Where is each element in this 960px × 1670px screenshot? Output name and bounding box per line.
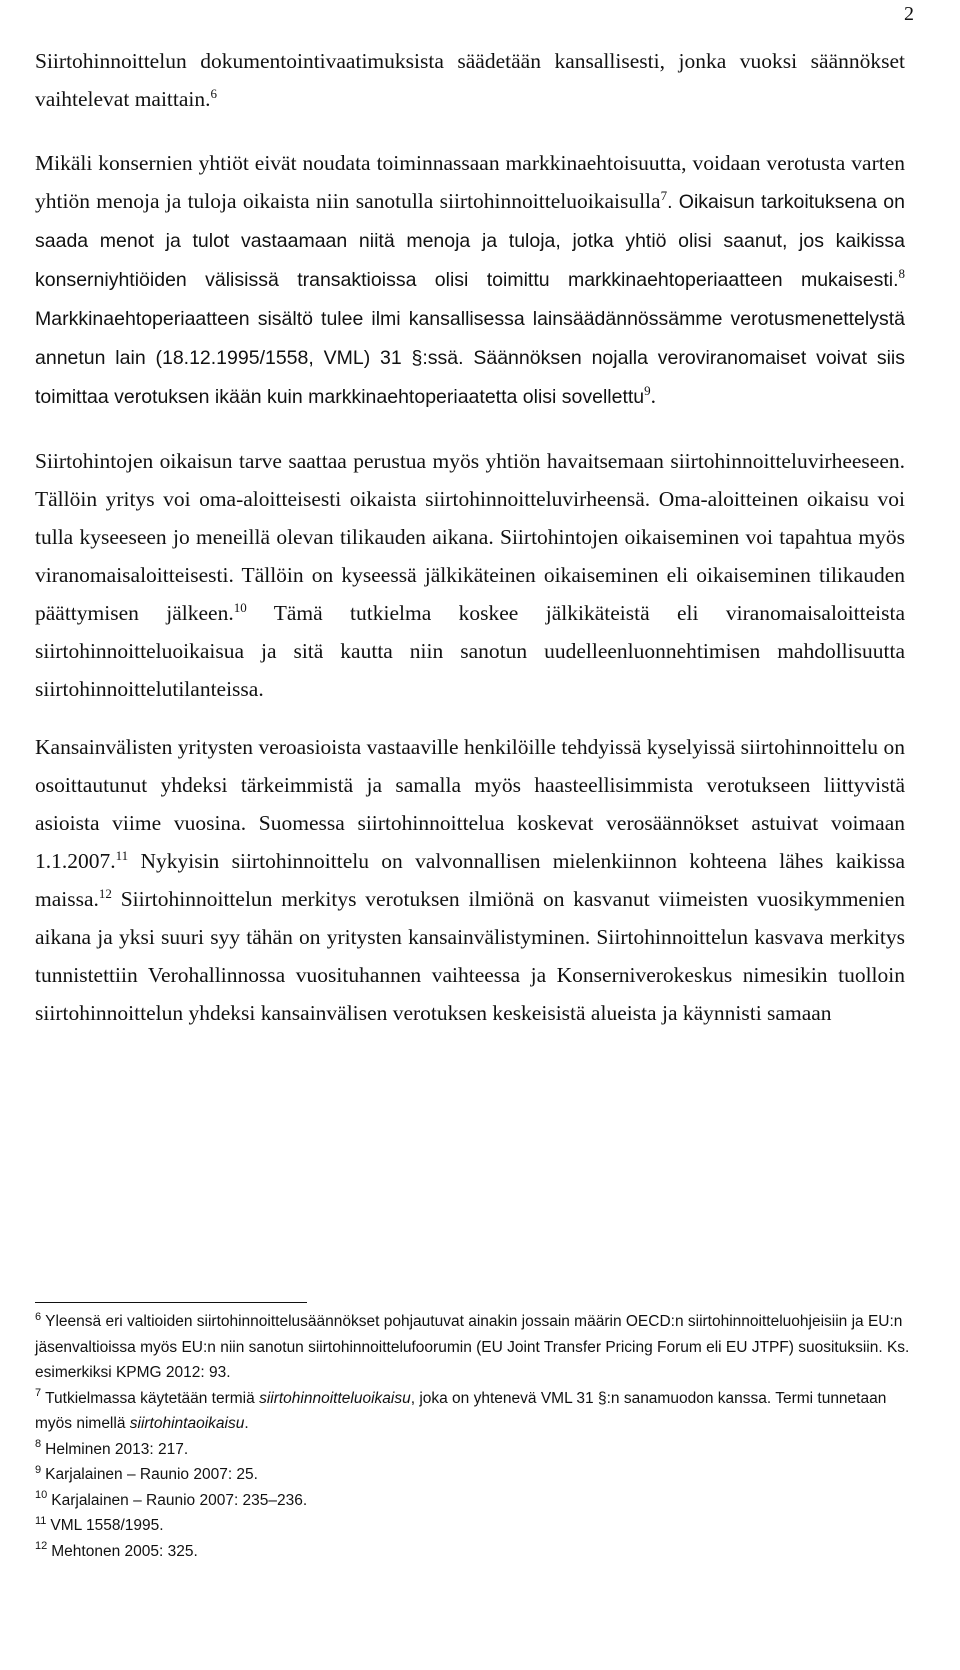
paragraph-text: Markkinaehtoperiaatteen sisältö tulee ilmi kansallisessa lainsäädännössämme verotusmenettelystä annetun lain (18.12.1995/1558, VML) 31 §:ssä. Säännöksen nojalla veroviranomaiset voivat siis toimittaa verotuksen ikään kuin markkinaehtoperiaatetta olisi sovellettu bbox=[35, 308, 905, 408]
footnote-number: 12 bbox=[35, 1540, 48, 1553]
footnote-number: 6 bbox=[35, 1310, 42, 1323]
footnote-term: siirtohinnoitteluoikaisu bbox=[259, 1389, 411, 1407]
footnote bbox=[35, 1309, 915, 1386]
footnote-reference: 8 bbox=[898, 265, 905, 281]
footnote-text: Karjalainen – Raunio 2007: 25. bbox=[45, 1466, 258, 1483]
footnote bbox=[35, 1437, 915, 1463]
paragraph bbox=[35, 42, 905, 118]
footnote-reference: 12 bbox=[98, 885, 112, 901]
paragraph-text: Kansainvälisten yritysten veroasioista vastaaville henkilöille tehdyissä kyselyissä siirtohinnoittelu on osoittautunut yhdeksi tärkeimmistä ja samalla myös haasteellisimmista verotukseen liittyvistä asioista viime vuosina. Suomessa siirtohinnoittelua koskevat verosäännökset astuivat voimaan 1.1.2007. bbox=[35, 735, 905, 873]
footnote-reference: 7 bbox=[660, 187, 668, 203]
footnotes bbox=[35, 1309, 915, 1564]
footnote-number: 10 bbox=[35, 1489, 48, 1502]
footnote-reference: 6 bbox=[210, 85, 218, 101]
footnote bbox=[35, 1513, 915, 1539]
footnote-text: Mehtonen 2005: 325. bbox=[51, 1542, 198, 1560]
paragraph bbox=[35, 442, 905, 708]
paragraph-text: Siirtohintojen oikaisun tarve saattaa perustua myös yhtiön havaitsemaan siirtohinnoitteluvirheeseen. Tällöin yritys voi oma-aloitteisesti oikaista siirtohinnoitteluvirheensä. Oma-aloitteinen oikaisu voi tulla kyseeseen jo meneillä olevan tilikauden aikana. Siirtohintojen oikaiseminen voi tapahtua myös viranomaisaloitteisesti. Tällöin on kyseessä jälkikäteinen oikaiseminen eli oikaiseminen tilikauden päättymisen jälkeen. bbox=[35, 449, 905, 625]
footnote-text: Tutkielmassa käytetään termiä bbox=[45, 1389, 260, 1407]
footnote-reference: 10 bbox=[233, 599, 247, 615]
footnote bbox=[35, 1462, 915, 1488]
footnote-text: Karjalainen – Raunio 2007: 235–236. bbox=[51, 1491, 308, 1509]
footnote bbox=[35, 1539, 915, 1565]
paragraph-text: Siirtohinnoittelun dokumentointivaatimuksista säädetään kansallisesti, jonka vuoksi säännökset vaihtelevat maittain. bbox=[35, 49, 905, 111]
footnote-text: Yleensä eri valtioiden siirtohinnoittelusäännökset pohjautuvat ainakin jossain määrin OECD:n siirtohinnoitteluohjeisiin ja EU:n jäsenvaltioissa myös EU:n niin sanotun siirtohinnoittelufoorumin (EU Joint Transfer Pricing Forum eli EU JTPF) suosituksiin. Ks. esimerkiksi KPMG 2012: 93. bbox=[35, 1313, 910, 1381]
paragraph-text: . Oikaisun tarkoituksena on saada menot ja tulot vastaamaan niitä menoja ja tuloja, jotka yhtiö olisi saanut, jos kaikissa konserniyhtiöiden välisissä transaktioissa olisi toimittu markkinaehtoperiaatteen mukaisesti. bbox=[35, 191, 905, 291]
paragraph-text: Mikäli konsernien yhtiöt eivät noudata toiminnassaan markkinaehtoisuutta, voidaan verotusta varten yhtiön menoja ja tuloja oikaista niin sanotulla siirtohinnoitteluoikaisulla bbox=[35, 151, 905, 213]
footnote-number: 11 bbox=[35, 1514, 47, 1527]
footnote-reference: 9 bbox=[644, 382, 651, 398]
paragraph-text: . bbox=[650, 384, 657, 408]
paragraph-text: Siirtohinnoittelun merkitys verotuksen ilmiönä on kasvanut viimeisten vuosikymmenien aikana ja yksi suuri syy tähän on yritysten kansainvälistyminen. Siirtohinnoittelun kasvava merkitys tunnistettiin Verohallinnossa vuosituhannen vaihteessa ja Konserniverokeskus nimesikin tuolloin siirtohinnoittelun yhdeksi kansainvälisen verotuksen keskeisistä alueista ja käynnisti samaan bbox=[35, 887, 905, 1025]
page-number: 2 bbox=[904, 3, 914, 25]
footnote-separator bbox=[35, 1302, 307, 1303]
footnote-text: . bbox=[244, 1415, 249, 1432]
footnote-number: 8 bbox=[35, 1438, 42, 1451]
footnote-text: VML 1558/1995. bbox=[50, 1517, 164, 1534]
paragraph-text: Nykyisin siirtohinnoittelu on valvonnallisen mielenkiinnon kohteena lähes kaikissa maissa. bbox=[35, 849, 905, 911]
footnote-text: , joka on yhtenevä VML 31 §:n sanamuodon kanssa. Termi tunnetaan myös nimellä bbox=[35, 1389, 887, 1432]
footnote-number: 7 bbox=[35, 1387, 42, 1400]
footnote-number: 9 bbox=[35, 1463, 42, 1476]
paragraph bbox=[35, 144, 905, 416]
paragraph bbox=[35, 728, 905, 1032]
body-text bbox=[35, 42, 905, 1032]
footnote bbox=[35, 1386, 915, 1437]
footnote-reference: 11 bbox=[115, 847, 129, 863]
paragraph-text: Tämä tutkielma koskee jälkikäteistä eli viranomaisaloitteista siirtohinnoitteluoikaisua ja sitä kautta niin sanotun uudelleenluonnehtimisen mahdollisuutta siirtohinnoittelutilanteissa. bbox=[35, 601, 905, 701]
footnote-term: siirtohintaoikaisu bbox=[129, 1415, 245, 1432]
footnote-text: Helminen 2013: 217. bbox=[45, 1440, 189, 1458]
footnote bbox=[35, 1488, 915, 1514]
